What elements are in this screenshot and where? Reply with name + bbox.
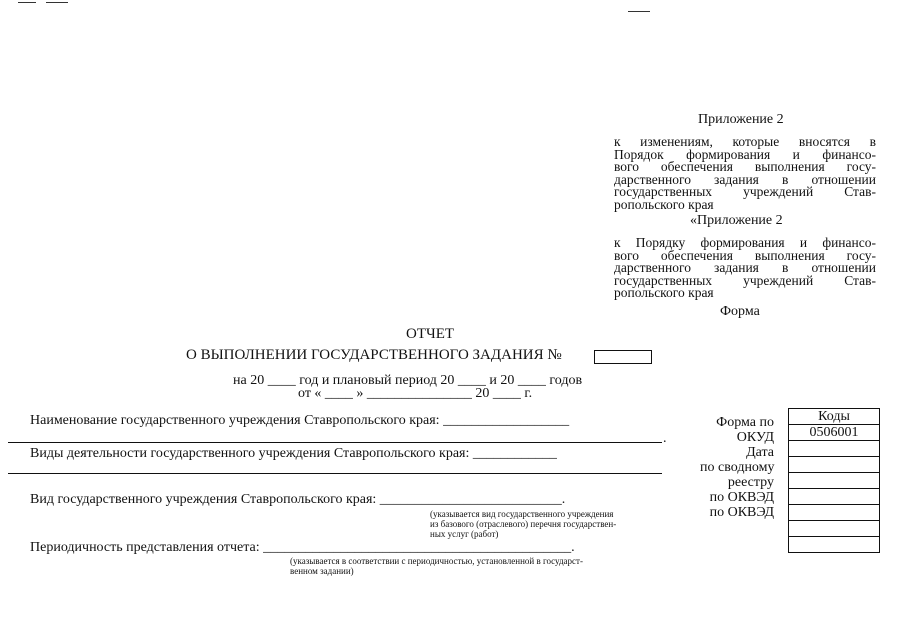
codes-label-date: Дата	[746, 445, 774, 460]
form-label: Форма	[720, 304, 760, 319]
report-period-line: на 20 ____ год и плановый период 20 ____ и 20 ____ годов	[233, 373, 583, 388]
scan-mark	[46, 2, 68, 3]
activities-field: Виды деятельности государственного учреждения Ставропольского края: ____________	[30, 446, 557, 461]
institution-name-line	[8, 442, 662, 443]
periodicity-field: Периодичность представления отчета: ____________________________________________.	[30, 540, 575, 555]
okved-code-cell-3[interactable]	[789, 505, 880, 521]
appendix-title: Приложение 2	[698, 112, 784, 127]
codes-label-okud: ОКУД	[736, 430, 774, 445]
codes-label-registry-2: реестру	[727, 475, 774, 490]
report-date-line: от « ____ » _______________ 20 ____ г.	[298, 386, 533, 401]
codes-label-okved-2: по ОКВЭД	[709, 505, 774, 520]
okved-code-cell-1[interactable]	[789, 473, 880, 489]
institution-type-field: Вид государственного учреждения Ставропольского края: __________________________.	[30, 492, 566, 507]
scan-mark	[628, 11, 650, 12]
codes-label-form: Форма по	[716, 415, 774, 430]
report-subtitle: О ВЫПОЛНЕНИИ ГОСУДАРСТВЕННОГО ЗАДАНИЯ №	[186, 347, 562, 363]
report-title: ОТЧЕТ	[406, 326, 455, 342]
appendix-amend-text: к изменениям, которые вносятся в Порядок формирования и финансо- вого обеспечения выполнения госу- дарственного задания в отношении государственных учреждений Став- ропольского края	[614, 134, 876, 212]
codes-label-okved-1: по ОКВЭД	[709, 490, 774, 505]
okved-code-cell-2[interactable]	[789, 489, 880, 505]
okved-code-cell-5[interactable]	[789, 537, 880, 553]
appendix-order-text: к Порядку формирования и финансо- вого обеспечения выполнения госу- дарственного задания в отношении государственных учреждений Став- ропольского края	[614, 235, 876, 300]
periodicity-note: (указывается в соответствии с периодичностью, установленной в государст- венном задании)	[290, 556, 583, 576]
okud-code-cell[interactable]: 0506001	[789, 425, 880, 441]
institution-name-field: Наименование государственного учреждения Ставропольского края: __________________	[30, 413, 570, 428]
institution-type-note: (указывается вид государственного учреждения из базового (отраслевого) перечня государствен- ных услуг (работ)	[430, 509, 617, 539]
codes-label-registry-1: по сводному	[700, 460, 775, 475]
report-number-box[interactable]	[594, 350, 652, 364]
codes-labels	[700, 415, 774, 520]
codes-table	[788, 408, 880, 553]
activities-line	[8, 473, 662, 474]
scan-mark	[18, 2, 36, 3]
date-code-cell[interactable]	[789, 441, 880, 457]
institution-name-end: .	[663, 431, 667, 446]
okved-code-cell-4[interactable]	[789, 521, 880, 537]
registry-code-cell[interactable]	[789, 457, 880, 473]
appendix-title-2: «Приложение 2	[690, 213, 783, 228]
codes-header: Коды	[789, 409, 880, 425]
